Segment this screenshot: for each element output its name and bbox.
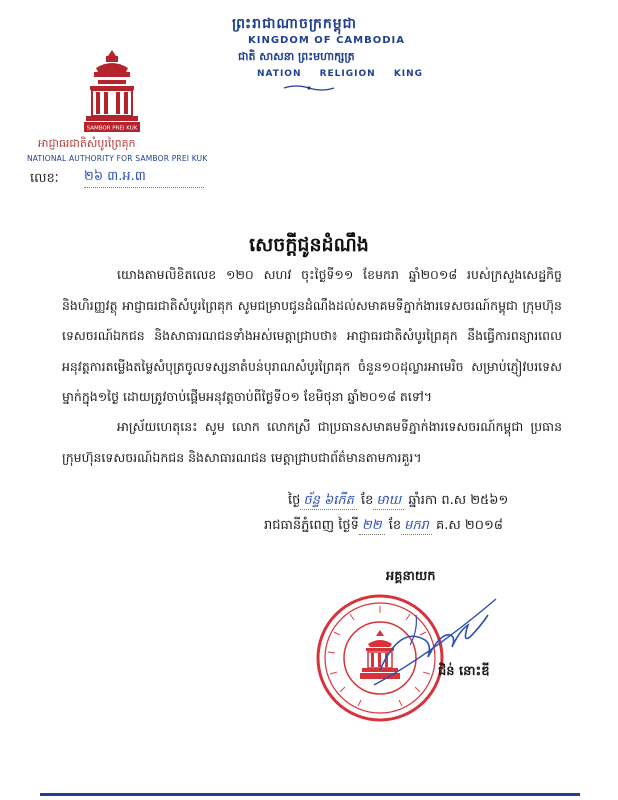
authority-temple-logo	[80, 48, 144, 140]
letterhead	[0, 0, 618, 200]
body-paragraph-2: អាស្រ័យហេតុនេះ សូម លោក លោកស្រី ជាប្រធានសមាគមទីភ្នាក់ងារទេសចរណ៍កម្ពុជា ប្រធានក្រុមហ៊ុនទេសចរណ៍ឯកជន និងសាធារណជន មេត្តាជ្រាបជាព័ត៌មានតាមការគួរ។	[62, 419, 562, 465]
ornament-divider-icon	[282, 84, 336, 92]
national-motto-english: NATION RELIGION KING	[257, 69, 424, 79]
document-title: សេចក្តីជូនដំណឹង	[249, 234, 369, 256]
solar-month-value: មករា	[401, 518, 432, 535]
lunar-month-prefix: ខែ	[361, 493, 374, 508]
kingdom-title-english: KINGDOM OF CAMBODIA	[248, 35, 406, 46]
solar-day-value: ២២	[359, 518, 385, 535]
national-motto-khmer: ជាតិ សាសនា ព្រះមហាក្សត្រ	[238, 50, 355, 63]
lunar-date-line	[288, 493, 508, 510]
footer-divider-line	[40, 793, 580, 796]
reference-number-label: លេខៈ	[30, 171, 59, 186]
lunar-month-value: មាឃ	[373, 493, 404, 510]
body-paragraph-1: យោងតាមលិខិតលេខ ១២០ សហវ ចុះថ្ងៃទី១១ ខែមករា ឆ្នាំ២០១៨ របស់ក្រសួងសេដ្ឋកិច្ច និងហិរញ្ញវត្ថុ អាជ្ញាធរជាតិសំបូរព្រៃគុក សូមជម្រាបជូនដំណឹងដល់សមាគមទីភ្នាក់ងារទេសចរណ៍កម្ពុជា ក្រុមហ៊ុនទេសចរណ៍ឯកជន និងសាធារណជនទាំងអស់មេត្តាជ្រាបថា៖ អាជ្ញាធរជាតិសំបូរព្រៃគុក នឹងធ្វើការពន្យារពេលអនុវត្តការតម្លើងតម្លៃសំបុត្រចូលទស្សនាតំបន់បុរាណសំបូរព្រៃគុក ចំនួន១០ដុល្លារអាមេរិច សម្រាប់ភ្ញៀវបរទេសម្នាក់ក្នុង១ថ្ងៃ ដោយត្រូវចាប់ផ្តើមអនុវត្តចាប់ពីថ្ងៃទី០១ ខែមិថុនា ឆ្នាំ២០១៨ តទៅ។	[62, 267, 562, 404]
lunar-day-value: ច័ន្ទ ៦កើត	[300, 493, 356, 510]
solar-date-line	[264, 518, 503, 535]
logo-lettering: SAMBOR PREI KUK	[86, 125, 138, 132]
authority-name-khmer: អាជ្ញាធរជាតិសំបូរព្រៃគុក	[38, 137, 136, 150]
lunar-year-text: ឆ្នាំរកា ព.ស ២៥៦១	[408, 493, 509, 508]
reference-number-value: ២៦ ៣.អ.៣	[84, 168, 204, 188]
signatory-title: អគ្គនាយក	[386, 569, 436, 584]
solar-month-prefix: ខែ	[388, 518, 402, 533]
place-day-prefix: រាជធានីភ្នំពេញ ថ្ងៃទី	[264, 518, 359, 533]
solar-year-text: គ.ស ២០១៨	[436, 518, 504, 533]
lunar-day-prefix: ថ្ងៃ	[288, 493, 301, 508]
signatory-name: ជិន់ នោះឌី	[438, 664, 490, 679]
kingdom-title-khmer: ព្រះរាជាណាចក្រកម្ពុជា	[232, 16, 358, 32]
authority-name-english: NATIONAL AUTHORITY FOR SAMBOR PREI KUK	[27, 154, 208, 163]
